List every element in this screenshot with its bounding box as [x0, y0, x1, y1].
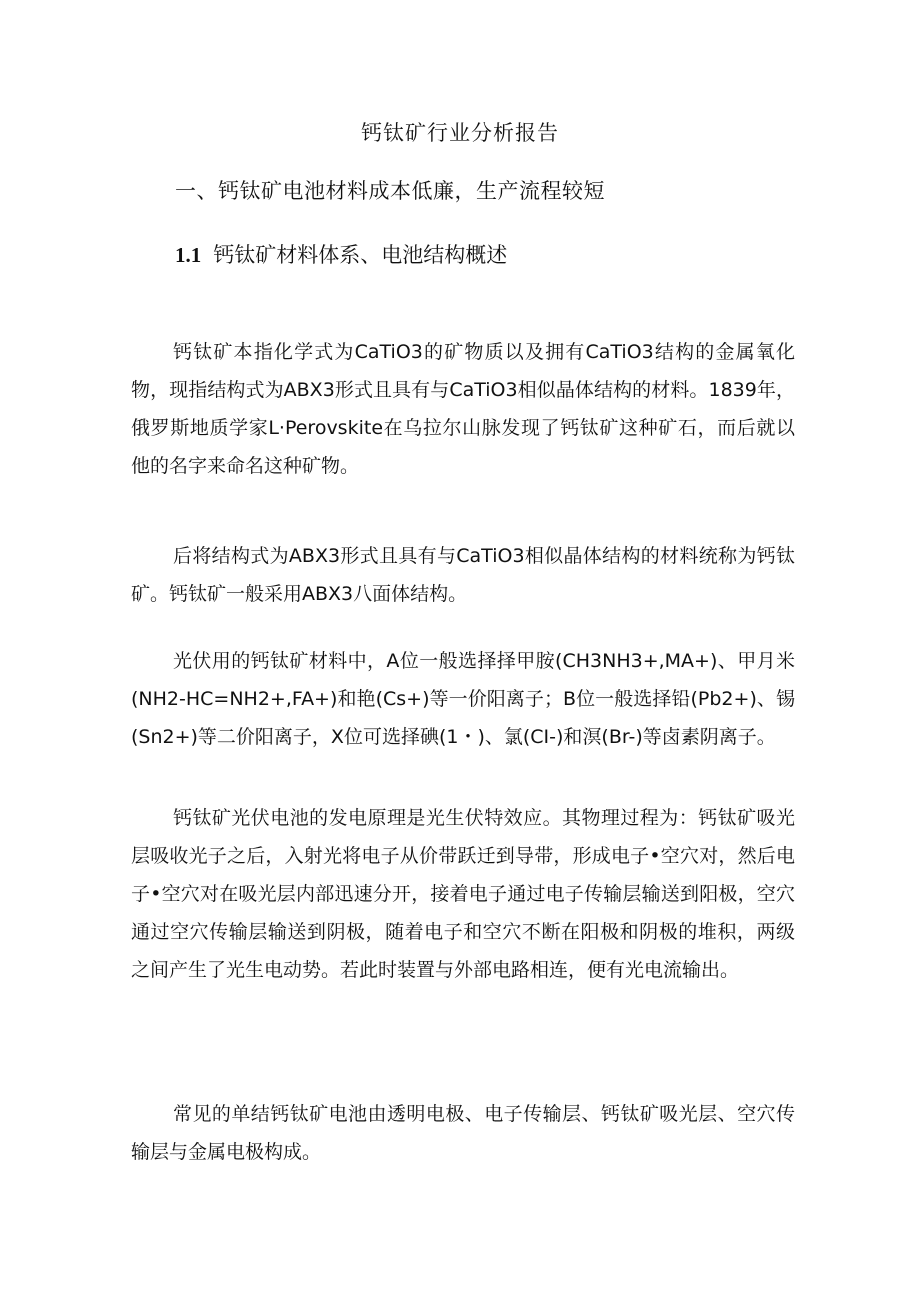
paragraph-abx3-structure: 后将结构式为ABX3形式且具有与CaTiO3相似晶体结构的材料统称为钙钛矿。钙钛矿一般采用ABX3八面体结构。: [131, 545, 795, 605]
paragraph-ion-selection: 光伏用的钙钛矿材料中，A位一般选择择甲胺(CH3NH3+,MA+)、甲月米(NH2-HC=NH2+,FA+)和艳(Cs+)等一价阳离子；B位一般选择铅(Pb2+)、锡(Sn2+)等二价阳离子，X位可选择碘(1・)、氯(CI-)和溟(Br-)等卤素阴离子。: [131, 650, 795, 748]
paragraph-cell-structure: 常见的单结钙钛矿电池由透明电极、电子传输层、钙钛矿吸光层、空穴传输层与金属电极构成。: [131, 1103, 795, 1163]
document-title: 钙钛矿行业分析报告: [361, 121, 559, 145]
subsection-title: 钙钛矿材料体系、电池结构概述: [213, 243, 508, 267]
subsection-number: 1.1: [175, 243, 202, 267]
subsection-heading: [175, 240, 507, 270]
paragraph-perovskite-definition: 钙钛矿本指化学式为CaTiO3的矿物质以及拥有CaTiO3结构的金属氧化物，现指结构式为ABX3形式且具有与CaTiO3相似晶体结构的材料。1839年，俄罗斯地质学家L·Perovskite在乌拉尔山脉发现了钙钛矿这种矿石，而后就以他的名字来命名这种矿物。: [131, 341, 795, 477]
section-heading: 一、钙钛矿电池材料成本低廉，生产流程较短: [175, 179, 605, 203]
paragraph-photovoltaic-principle: 钙钛矿光伏电池的发电原理是光生伏特效应。其物理过程为：钙钛矿吸光层吸收光子之后，入射光将电子从价带跃迁到导带，形成电子•空穴对，然后电子•空穴对在吸光层内部迅速分开，接着电子通过电子传输层输送到阳极，空穴通过空穴传输层输送到阴极，随着电子和空穴不断在阳极和阴极的堆积，两级之间产生了光生电动势。若此时装置与外部电路相连，便有光电流输出。: [131, 807, 795, 981]
